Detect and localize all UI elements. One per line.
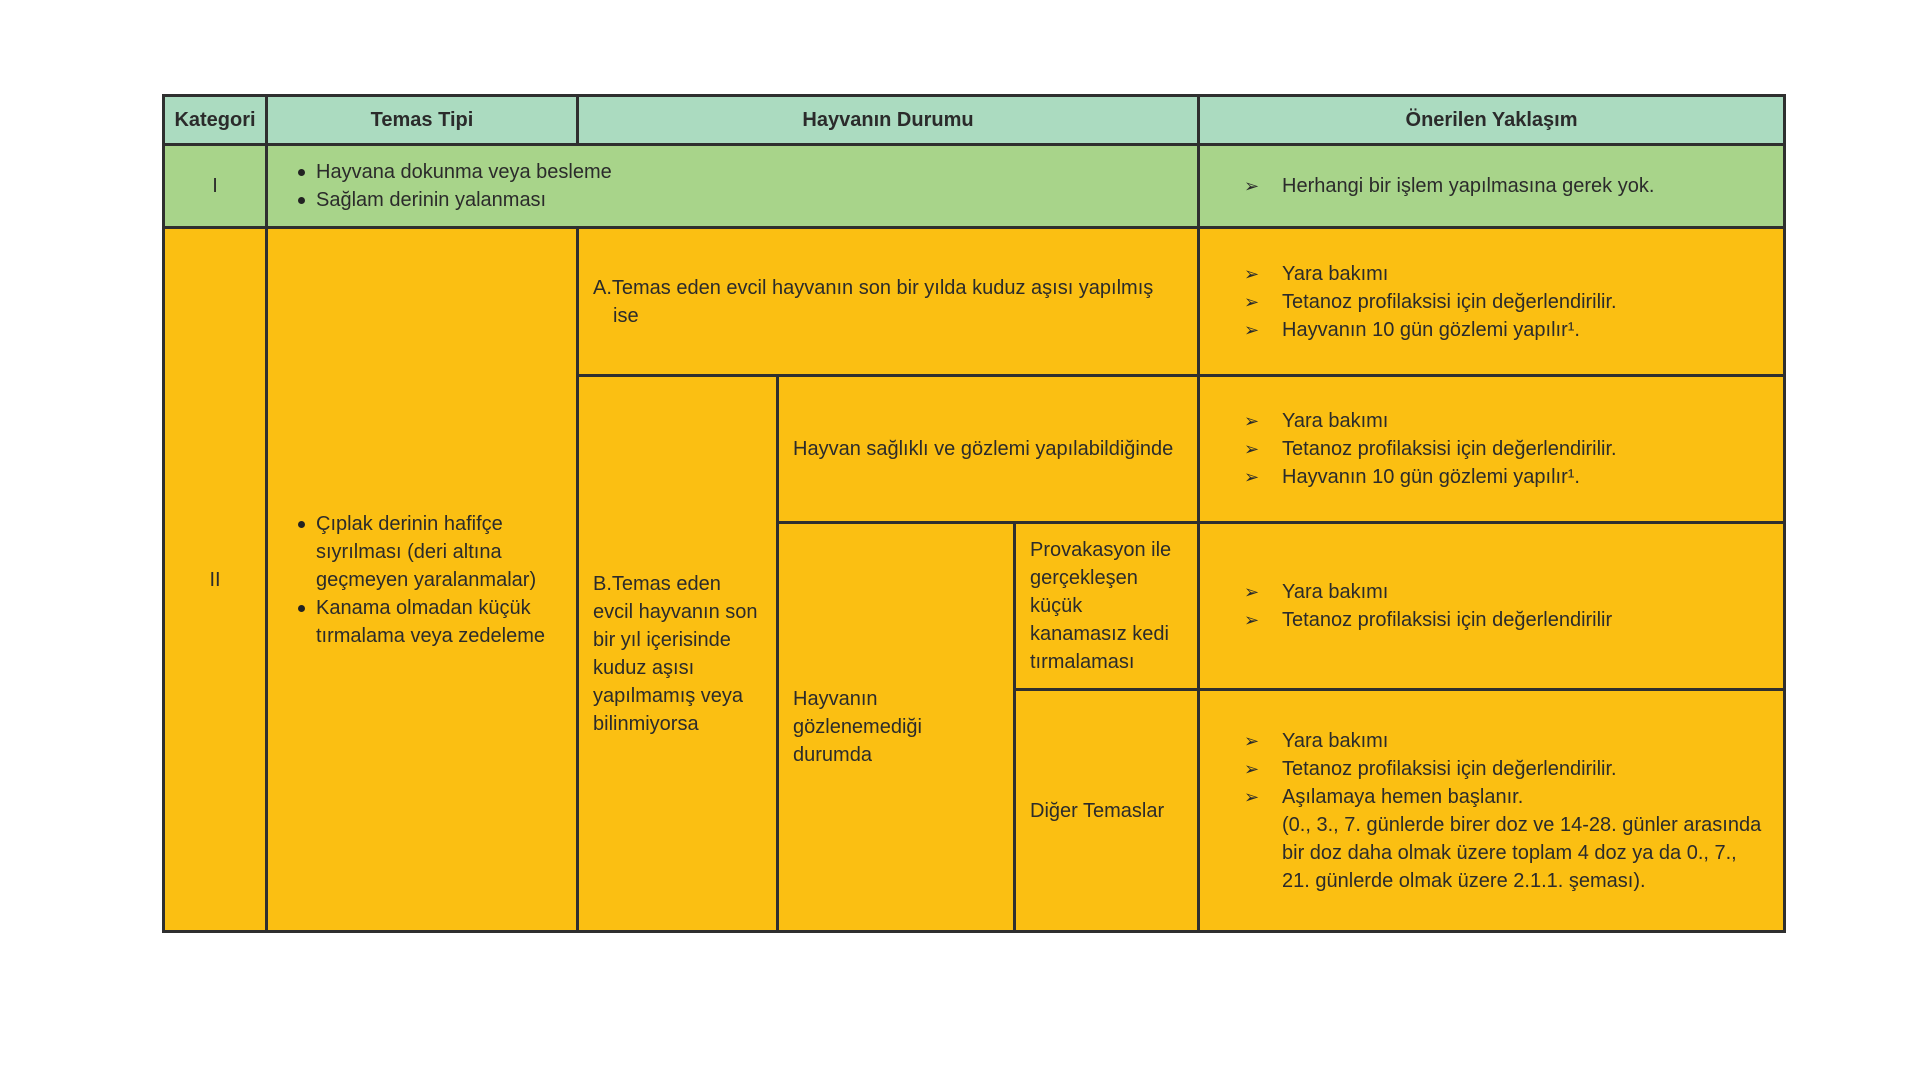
category-1-label: I — [164, 145, 267, 228]
status-b-cell: B.Temas eden evcil hayvanın son bir yıl içerisinde kuduz aşısı yapılmamış veya bilinmiyorsa — [578, 376, 778, 932]
status-b-provoked-cell: Provakasyon ile gerçekleşen küçük kanamasız kedi tırmalaması — [1015, 523, 1199, 690]
category-1-approach-cell — [1199, 145, 1785, 228]
approach-text: Aşılamaya hemen başlanır. — [1282, 785, 1524, 808]
status-a-cell — [578, 228, 1199, 376]
category-1-contact-cell — [267, 145, 1199, 228]
list-item — [1214, 578, 1769, 606]
category-1-contact-list — [282, 158, 1183, 214]
status-b-provoked-approach-list — [1214, 578, 1769, 634]
arrow-bullet-icon: ➢ — [1244, 176, 1260, 196]
rabies-exposure-table — [162, 94, 1786, 933]
status-b-not-observed-cell: Hayvanın gözlenemediği durumda — [778, 523, 1015, 932]
header-kategori: Kategori — [164, 96, 267, 145]
approach-text: Tetanoz profilaksisi için değerlendirilir — [1282, 609, 1613, 631]
list-item: Sağlam derinin yalanması — [282, 186, 1183, 214]
arrow-bullet-icon: ➢ — [1244, 291, 1260, 312]
arrow-bullet-icon: ➢ — [1244, 610, 1260, 630]
arrow-bullet-icon: ➢ — [1244, 730, 1260, 751]
vaccination-schedule-note: (0., 3., 7. günlerde birer doz ve 14-28. günler arasında bir doz daha olmak üzere toplam 4 doz ya da 0., 7., 21. günlerde olmak üzere 2.1.1. şeması). — [1282, 813, 1762, 892]
status-a-approach-list — [1214, 260, 1769, 344]
category-2-contact-list — [282, 510, 562, 650]
approach-text: Hayvanın 10 gün gözlemi yapılır¹. — [1282, 466, 1580, 488]
arrow-bullet-icon: ➢ — [1244, 319, 1260, 340]
list-item — [1214, 606, 1769, 634]
list-item — [1214, 727, 1769, 755]
list-item: Kanama olmadan küçük tırmalama veya zedeleme — [282, 594, 562, 650]
status-b-provoked-approach-cell — [1199, 523, 1785, 690]
approach-text: Herhangi bir işlem yapılmasına gerek yok. — [1282, 175, 1655, 197]
category-2-contact-cell — [267, 228, 578, 932]
arrow-bullet-icon: ➢ — [1244, 786, 1260, 807]
approach-text: Yara bakımı — [1282, 262, 1389, 285]
approach-text: Yara bakımı — [1282, 581, 1389, 603]
header-hayvanin-durumu: Hayvanın Durumu — [578, 96, 1199, 145]
list-item — [1214, 316, 1769, 344]
approach-text: Yara bakımı — [1282, 410, 1389, 432]
list-item: Çıplak derinin hafifçe sıyrılması (deri altına geçmeyen yaralanmalar) — [282, 510, 562, 594]
category-2-row-a — [164, 228, 1785, 376]
list-item — [1214, 783, 1769, 811]
list-item — [1214, 755, 1769, 783]
approach-text: Tetanoz profilaksisi için değerlendirilir. — [1282, 438, 1617, 460]
list-item — [1214, 407, 1769, 435]
approach-text: Tetanoz profilaksisi için değerlendirilir. — [1282, 290, 1617, 313]
list-item — [1214, 288, 1769, 316]
status-a-line1: A.Temas eden evcil hayvanın son bir yılda kuduz aşısı yapılmış — [593, 276, 1154, 299]
approach-text: Tetanoz profilaksisi için değerlendirilir. — [1282, 757, 1617, 780]
status-b-other-approach-cell — [1199, 690, 1785, 932]
arrow-bullet-icon: ➢ — [1244, 467, 1260, 487]
arrow-bullet-icon: ➢ — [1244, 758, 1260, 779]
arrow-bullet-icon: ➢ — [1244, 439, 1260, 459]
list-item: Hayvana dokunma veya besleme — [282, 158, 1183, 186]
category-2-label: II — [164, 228, 267, 932]
header-onerilen-yaklasim: Önerilen Yaklaşım — [1199, 96, 1785, 145]
status-b-other-approach-list — [1214, 727, 1769, 811]
list-item — [1214, 435, 1769, 463]
status-b-healthy-cell: Hayvan sağlıklı ve gözlemi yapılabildiğinde — [778, 376, 1199, 523]
approach-text: Hayvanın 10 gün gözlemi yapılır¹. — [1282, 318, 1580, 341]
category-1-approach-list — [1214, 172, 1769, 200]
list-item — [1214, 260, 1769, 288]
arrow-bullet-icon: ➢ — [1244, 411, 1260, 431]
arrow-bullet-icon: ➢ — [1244, 582, 1260, 602]
category-1-row — [164, 145, 1785, 228]
arrow-bullet-icon: ➢ — [1244, 263, 1260, 284]
status-a-approach-cell — [1199, 228, 1785, 376]
approach-text: Yara bakımı — [1282, 729, 1389, 752]
status-b-healthy-approach-list — [1214, 407, 1769, 491]
header-temas-tipi: Temas Tipi — [267, 96, 578, 145]
status-b-healthy-approach-cell — [1199, 376, 1785, 523]
list-item — [1214, 463, 1769, 491]
status-a-line2: ise — [613, 304, 639, 327]
header-row — [164, 96, 1785, 145]
status-b-other-cell: Diğer Temaslar — [1015, 690, 1199, 932]
list-item — [1214, 172, 1769, 200]
